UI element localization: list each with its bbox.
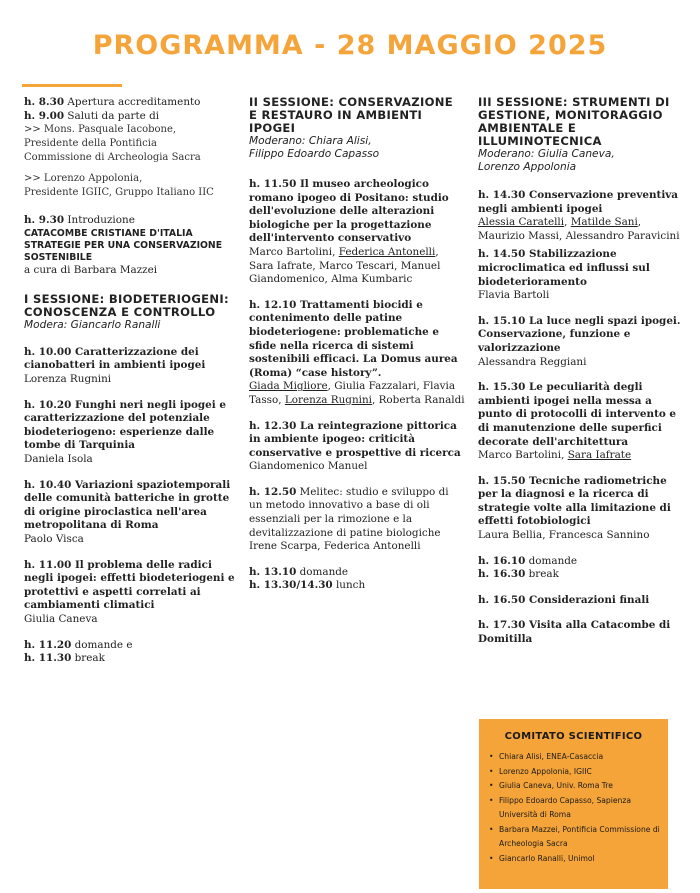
talk [249, 178, 465, 287]
talk [249, 299, 465, 408]
title-underline [22, 84, 122, 87]
talk [478, 381, 688, 463]
column-afternoon [478, 96, 688, 659]
time: h. 8.30 [24, 96, 65, 108]
closing-item [478, 594, 688, 608]
moderator: Lorenzo Appolonia [478, 160, 577, 173]
session-title: I SESSIONE: BIODETERIOGENI: CONOSCENZA E CONTROLLO [24, 292, 229, 320]
column-morning [24, 96, 242, 678]
guest-line: >> Mons. Pasquale Iacobone, [24, 124, 177, 136]
page-title: PROGRAMMA - 28 MAGGIO 2025 [92, 30, 608, 61]
closing-item [478, 619, 688, 646]
committee-member: • Giulia Caneva, Univ. Roma Tre [499, 779, 662, 794]
closing-text: h. 16.50 Considerazioni finali [478, 593, 650, 606]
talk-authors: Laura Bellia, Francesca Sannino [478, 529, 650, 542]
time: h. 11.20 [24, 638, 72, 651]
talk-title: h. 15.30 Le peculiarità degli ambienti ipogei nella messa a punto di protocolli di intervento e di manutenzione delle superfici decorate dell'architettura [478, 381, 677, 448]
author: Sara Iafrate [567, 449, 632, 462]
committee-member: • Filippo Edoardo Capasso, Sapienza Università di Roma [499, 794, 662, 823]
opening-block [24, 96, 242, 200]
talk-authors: Lorenza Rugnini [24, 373, 112, 386]
author: , Roberta Ranaldi [372, 393, 465, 406]
author: Marco Bartolini, [249, 245, 339, 258]
author: Marco Bartolini, [478, 449, 568, 462]
talk-title: h. 15.10 La luce negli spazi ipogei. Conservazione, funzione e valorizzazione [478, 314, 681, 354]
moderator: Modera: Giancarlo Ranalli [24, 319, 161, 332]
break-block [249, 566, 465, 593]
talk [24, 346, 242, 387]
committee-list [479, 750, 668, 866]
item-text: domande [525, 554, 578, 567]
author: Federica Antonelli [338, 245, 436, 258]
time: h. 16.10 [478, 554, 526, 567]
talk-authors [249, 380, 465, 407]
talk [478, 248, 688, 302]
talk [24, 479, 242, 547]
talk-title: h. 14.30 Conservazione preventiva negli ambienti ipogei [478, 189, 679, 215]
author: Lorenza Rugnini [284, 393, 372, 406]
item-text: domande [296, 565, 349, 578]
intro-curator: a cura di Barbara Mazzei [24, 263, 158, 276]
item-text: break [525, 568, 559, 581]
author: , Maurizio Massi, Alessandro Paravicini [478, 216, 680, 242]
intro-title: CATACOMBE CRISTIANE D'ITALIA STRATEGIE PER UNA CONSERVAZIONE SOSTENIBILE [24, 227, 223, 263]
session-header [24, 293, 242, 332]
author: Alessia Caratelli [478, 216, 565, 229]
talk [478, 475, 688, 543]
committee-member: • Giancarlo Ranalli, Unimol [499, 852, 662, 867]
session-title: III SESSIONE: STRUMENTI DI GESTIONE, MONITORAGGIO AMBIENTALE E ILLUMINOTECNICA [478, 95, 670, 148]
talk-authors [249, 246, 465, 287]
author: , Sara Iafrate, Marco Tescari, Manuel Giandomenico, Alma Kumbaric [249, 245, 441, 286]
item-text: Melitec: studio e sviluppo di un metodo innovativo a base di oli essenziali per la rimozione e la devitalizzazione di patine biologiche [249, 485, 449, 539]
talk-title: h. 10.00 Caratterizzazione dei cianobatteri in ambienti ipogei [24, 345, 206, 372]
talk-title: h. 12.30 La reintegrazione pittorica in ambiente ipogeo: criticità conservative e prospettive di ricerca [249, 419, 461, 459]
talk-title: h. 10.40 Variazioni spaziotemporali delle comunità batteriche in grotte di origine piroclastica nell'area metropolitana di Roma [24, 478, 231, 532]
guest-line: Commissione di Archeologia Sacra [24, 152, 201, 164]
item-text: lunch [332, 579, 366, 592]
talk [249, 486, 465, 554]
session-header [478, 96, 688, 173]
talk-authors: Paolo Visca [24, 533, 84, 545]
item-text: Introduzione [64, 214, 135, 227]
talk-title: h. 11.50 Il museo archeologico romano ipogeo di Positano: studio dell'evoluzione delle alterazioni biologiche per la progettazione dell'intervento conservativo [249, 178, 449, 245]
talk-title: h. 14.50 Stabilizzazione microclimatica ed influssi sul biodeterioramento [478, 248, 650, 288]
time: h. 13.30/14.30 [249, 579, 333, 592]
item-text: domande e [71, 638, 133, 651]
moderator: Moderano: Chiara Alisi, [249, 135, 372, 147]
guest-line: Presidente della Pontificia [24, 138, 157, 150]
time: h. 11.30 [24, 652, 72, 665]
talk [24, 559, 242, 627]
scientific-committee-box [479, 719, 668, 889]
committee-member: • Chiara Alisi, ENEA-Casaccia [499, 750, 662, 765]
talk-title: h. 11.00 Il problema delle radici negli ipogei: effetti biodeteriogeni e protettivi e aspetti correlati ai cambiamenti climatici [24, 558, 235, 612]
item-text: Saluti da parte di [64, 109, 160, 122]
talk-title [249, 486, 465, 540]
talk-authors: Giulia Caneva [24, 612, 98, 625]
break-block [24, 639, 242, 666]
guest-line: Presidente IGIIC, Gruppo Italiano IIC [24, 187, 214, 199]
moderator: Moderano: Giulia Caneva, [478, 148, 615, 160]
session-title: II SESSIONE: CONSERVAZIONE E RESTAURO IN AMBIENTI IPOGEI [249, 95, 453, 135]
talk-authors: Flavia Bartoli [478, 289, 550, 302]
column-midday [249, 96, 465, 605]
talk-authors [478, 216, 688, 243]
time: h. 12.50 [249, 485, 297, 498]
talk [478, 189, 688, 243]
closing-text: h. 17.30 Visita alla Catacombe di Domitilla [478, 619, 671, 646]
talk-title: h. 12.10 Trattamenti biocidi e contenimento delle patine biodeteriogene: problematiche e sfide nella ricerca di sistemi sostenibili efficaci. La Domus aurea (Roma) “case history”. [249, 298, 458, 379]
time: h. 16.30 [478, 568, 526, 581]
talk [249, 420, 465, 474]
author-separator: , [564, 216, 571, 229]
talk-authors: Giandomenico Manuel [249, 460, 368, 473]
committee-heading: COMITATO SCIENTIFICO [504, 731, 643, 742]
committee-member: • Lorenzo Appolonia, IGIIC [499, 765, 662, 780]
author: , Giulia Fazzalari, Flavia Tasso, [249, 380, 456, 406]
intro-block [24, 214, 242, 277]
talk-title: h. 10.20 Funghi neri negli ipogei e caratterizzazione del potenziale biodeteriogeno: esperienze dalle tombe di Tarquinia [24, 398, 226, 452]
talk [478, 315, 688, 369]
moderator: Filippo Edoardo Capasso [249, 147, 380, 160]
guest-line: >> Lorenzo Appolonia, [24, 173, 143, 185]
talk-authors [478, 449, 688, 463]
committee-member: • Barbara Mazzei, Pontificia Commissione di Archeologia Sacra [499, 823, 662, 852]
author: Matilde Sani [570, 216, 638, 229]
talk [24, 399, 242, 467]
talk-title: h. 15.50 Tecniche radiometriche per la diagnosi e la ricerca di strategie volte alla limitazione di effetti fotobiologici [478, 474, 671, 528]
talk-authors: Daniela Isola [24, 453, 93, 466]
talk-authors: Irene Scarpa, Federica Antonelli [249, 540, 421, 553]
item-text: break [71, 652, 105, 665]
session-header [249, 96, 465, 160]
time: h. 9.30 [24, 214, 65, 227]
time: h. 13.10 [249, 565, 297, 578]
author: Giada Migliore [249, 380, 328, 393]
item-text: Apertura accreditamento [64, 96, 201, 108]
time: h. 9.00 [24, 109, 65, 122]
break-block [478, 555, 688, 582]
talk-authors: Alessandra Reggiani [478, 355, 587, 368]
